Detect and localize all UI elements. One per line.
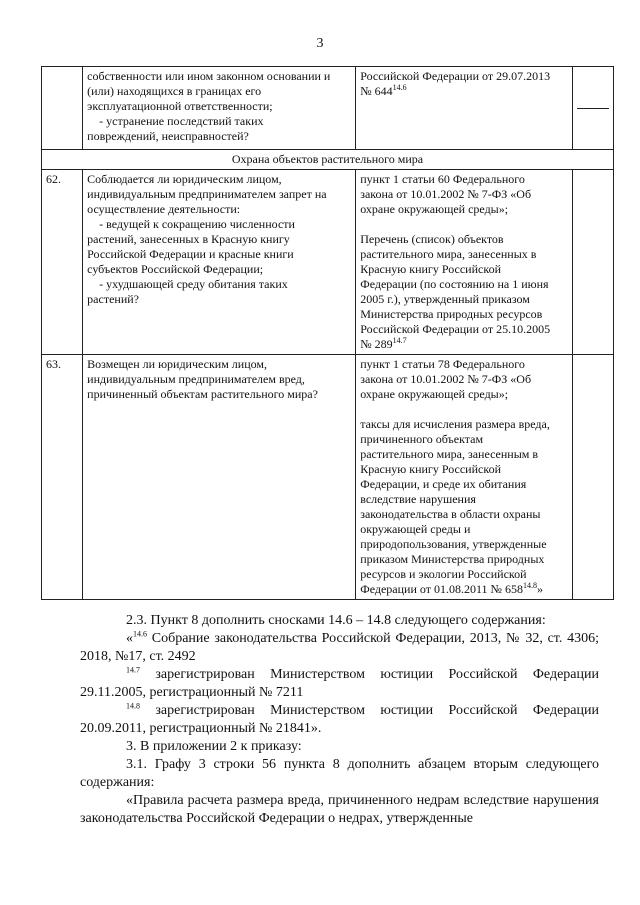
reference-line: вследствие нарушения [360, 492, 476, 506]
question-line: растений? [87, 292, 139, 306]
question-line: (или) находящихся в границах его [87, 84, 262, 98]
reference-line: Красную книгу Российской [360, 462, 501, 476]
reference-line [360, 84, 567, 99]
extra-column-cell [572, 67, 613, 150]
closing-quote: » [536, 582, 543, 596]
reference-line: причиненного объектам [360, 432, 484, 446]
section-title: Охрана объектов растительного мира [42, 150, 614, 170]
footnote-14-7 [80, 666, 599, 702]
reference-line: Российской Федерации от 25.10.2005 [360, 322, 551, 336]
footnote-14-8 [80, 702, 599, 738]
footnote-text: зарегистрирован Министерством юстиции Российской Федерации 20.09.2011, регистрационный № 21841». [80, 703, 599, 736]
paragraph-3: 3. В приложении 2 к приказу: [126, 739, 302, 754]
question-line: Российской Федерации и красные книги [87, 247, 294, 261]
question-line: - устранение последствий таких [99, 114, 264, 128]
reference-line: Российской Федерации от 29.07.2013 [360, 69, 551, 83]
reference-line: 2005 г.), утвержденный приказом [360, 292, 530, 306]
question-cell [83, 170, 356, 355]
reference-line: Федерации, и среде их обитания [360, 477, 527, 491]
footnote-mark: 14.6 [392, 83, 407, 92]
reference-line: закона от 10.01.2002 № 7-ФЗ «Об [360, 187, 532, 201]
reference-line: охране окружающей среды»; [360, 387, 509, 401]
reference-line: Перечень (список) объектов [360, 232, 504, 246]
footnote-mark: 14.8 [126, 701, 140, 711]
extra-column-cell [572, 170, 613, 355]
footnote-mark: 14.7 [392, 336, 407, 345]
reference-line [360, 337, 567, 352]
reference-line: пункт 1 статьи 78 Федерального [360, 357, 525, 371]
reference-line: пункт 1 статьи 60 Федерального [360, 172, 525, 186]
reference-line: закона от 10.01.2002 № 7-ФЗ «Об [360, 372, 532, 386]
extra-subcells [577, 69, 609, 147]
paragraph-2-3: 2.3. Пункт 8 дополнить сносками 14.6 – 14.8 следующего содержания: [126, 613, 546, 628]
reference-text: № 644 [360, 84, 393, 98]
open-quote: « [126, 631, 133, 646]
reference-line: законодательства в области охраны [360, 507, 541, 521]
reference-line: Красную книгу Российской [360, 262, 501, 276]
reference-line: растительного мира, занесенных в [360, 247, 537, 261]
question-line: индивидуальным предпринимателем вред, [87, 372, 305, 386]
question-line: Соблюдается ли юридическим лицом, [87, 172, 282, 186]
question-line: собственности или ином законном основании и [87, 69, 331, 83]
reference-line: приказом Министерства природных [360, 552, 545, 566]
reference-line: ресурсов и экологии Российской [360, 567, 527, 581]
question-cell [83, 67, 356, 150]
table-section-row [42, 150, 614, 170]
reference-line: Федерации (по состоянию на 1 июня [360, 277, 549, 291]
row-number-cell [42, 67, 83, 150]
page-number: 3 [316, 36, 324, 51]
footnote-mark: 14.7 [126, 665, 140, 675]
footnote-text: зарегистрирован Министерством юстиции Российской Федерации 29.11.2005, регистрационный № 7211 [80, 667, 599, 700]
reference-cell [356, 355, 572, 600]
reference-text: № 289 [360, 337, 393, 351]
question-line: растений, занесенных в Красную книгу [87, 232, 290, 246]
footnote-text: Собрание законодательства Российской Федерации, 2013, № 32, ст. 4306; 2018, №17, ст. 2492 [80, 631, 599, 664]
table-row-63 [42, 355, 614, 600]
paragraph-3-1: 3.1. Графу 3 строки 56 пункта 8 дополнить абзацем вторым следующего содержания: [80, 757, 599, 790]
reference-cell [356, 67, 572, 150]
extra-subcell [577, 69, 609, 109]
footnote-mark: 14.8 [522, 581, 537, 590]
question-line: субъектов Российской Федерации; [87, 262, 264, 276]
paragraph-rules: «Правила расчета размера вреда, причиненного недрам вследствие нарушения законодательства Российской Федерации о недрах, утвержденные [80, 793, 599, 826]
footnote-mark: 14.6 [133, 629, 147, 639]
question-cell [83, 355, 356, 600]
reference-line: природопользования, утвержденные [360, 537, 547, 551]
reference-line: растительного мира, занесенным в [360, 447, 539, 461]
extra-column-cell [572, 355, 613, 600]
reference-line: Министерства природных ресурсов [360, 307, 543, 321]
question-line: индивидуальным предпринимателем запрет на [87, 187, 327, 201]
question-line: Возмещен ли юридическим лицом, [87, 357, 268, 371]
reference-line [360, 582, 567, 597]
reference-line: охране окружающей среды»; [360, 202, 509, 216]
reference-line: таксы для исчисления размера вреда, [360, 417, 550, 431]
question-line: - ухудшающей среду обитания таких [99, 277, 288, 291]
table-row-continuation [42, 67, 614, 150]
requirements-table [41, 66, 614, 600]
extra-subcell [577, 109, 609, 148]
question-line: осуществление деятельности: [87, 202, 241, 216]
reference-line: окружающей среды и [360, 522, 471, 536]
reference-text: Федерации от 01.08.2011 № 658 [360, 582, 523, 596]
table-row-62 [42, 170, 614, 355]
question-line: эксплуатационной ответственности; [87, 99, 273, 113]
question-line: - ведущей к сокращению численности [99, 217, 295, 231]
reference-cell [356, 170, 572, 355]
question-line: причиненный объектам растительного мира? [87, 387, 318, 401]
row-number: 62. [42, 170, 83, 355]
row-number: 63. [42, 355, 83, 600]
body-text [80, 612, 599, 828]
question-line: повреждений, неисправностей? [87, 129, 249, 143]
footnote-14-6 [80, 630, 599, 666]
